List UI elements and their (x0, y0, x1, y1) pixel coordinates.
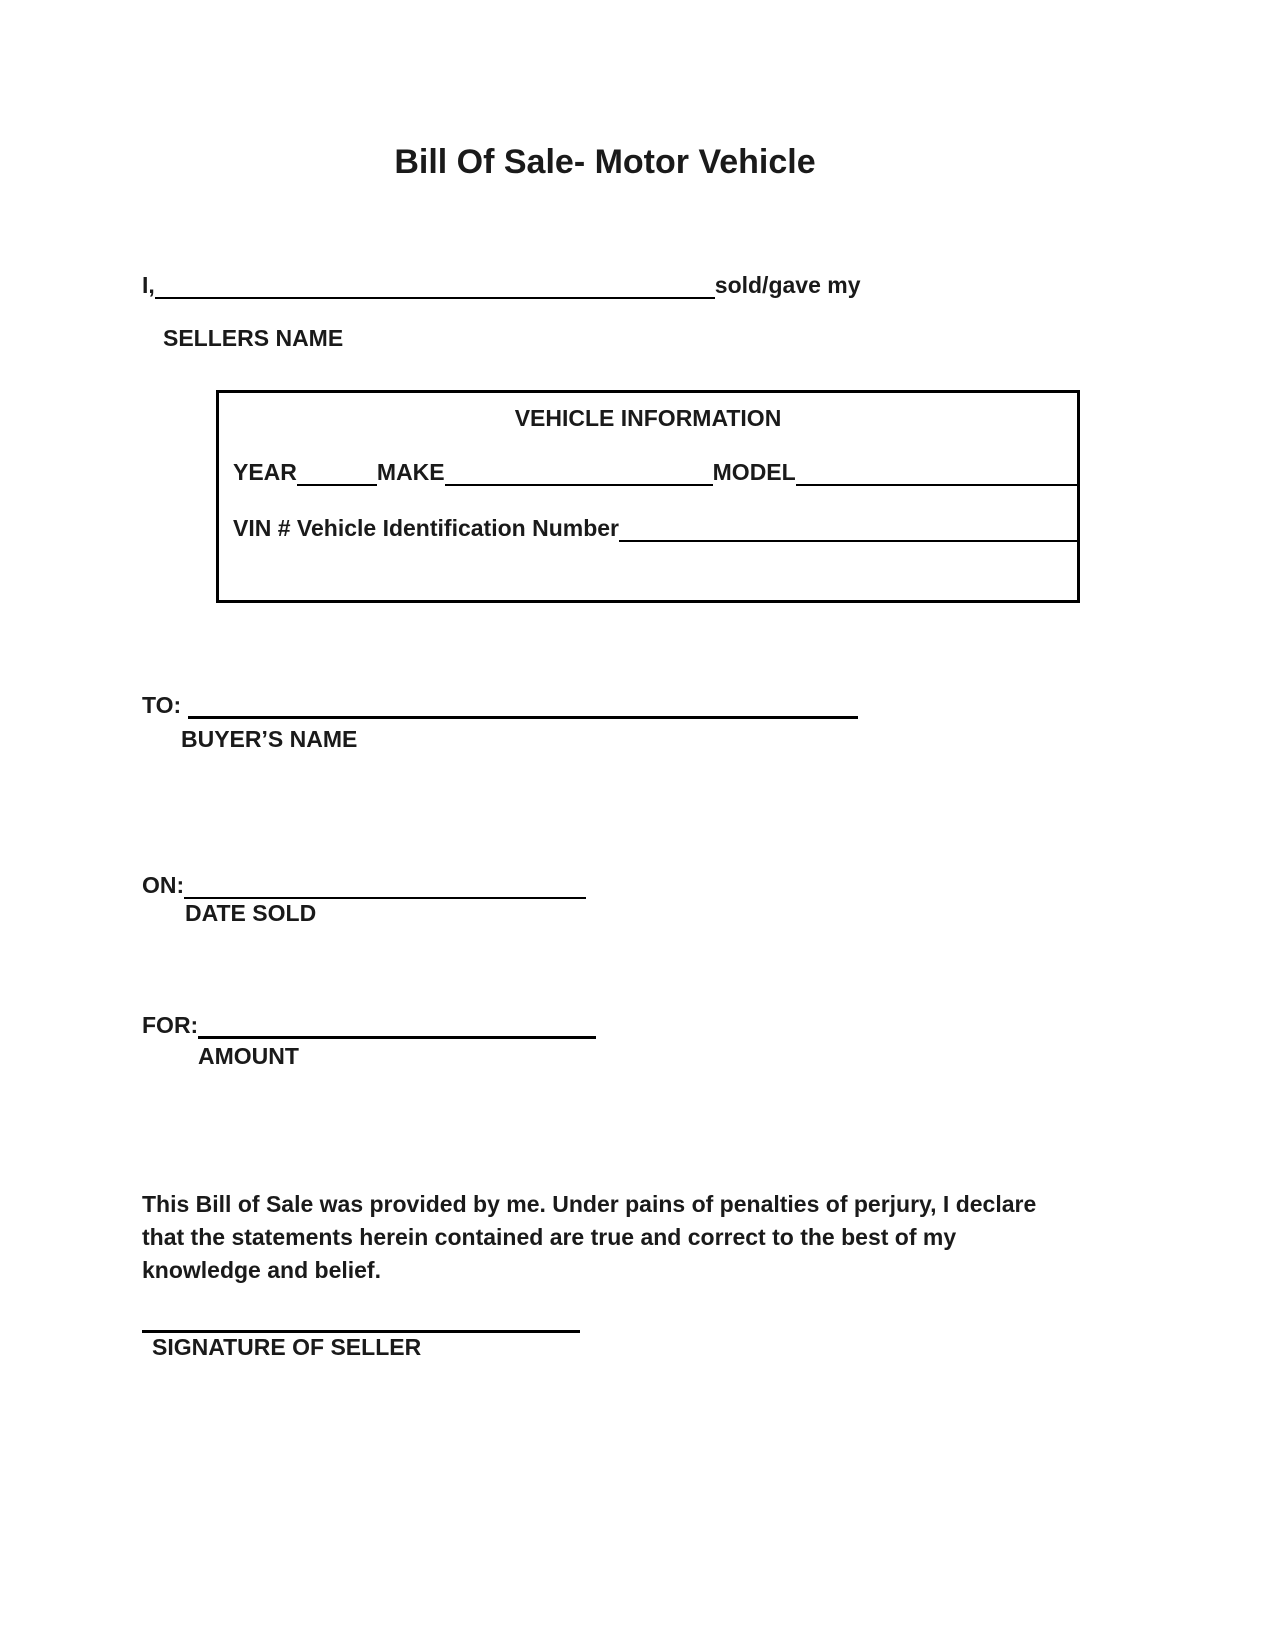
seller-name-caption: SELLERS NAME (163, 325, 344, 351)
vehicle-information-box (216, 390, 1080, 603)
buyer-name-field[interactable] (188, 694, 858, 719)
date-line (142, 872, 586, 899)
declaration-text: This Bill of Sale was provided by me. Under pains of penalties of perjury, I declare that the statements herein contained are true and correct to the best of my knowledge and belief. (142, 1191, 1037, 1283)
seller-signature-field[interactable] (142, 1318, 580, 1333)
year-field[interactable] (297, 462, 377, 486)
seller-line-suffix: sold/gave my (714, 272, 861, 298)
vehicle-box-heading: VEHICLE INFORMATION (514, 405, 782, 431)
seller-name-field[interactable] (155, 275, 715, 299)
seller-line (142, 272, 861, 299)
model-label: MODEL (712, 459, 796, 485)
make-label: MAKE (376, 459, 445, 485)
year-label: YEAR (233, 459, 297, 485)
page-title: Bill Of Sale- Motor Vehicle (394, 143, 816, 181)
vehicle-vin-row (233, 515, 1077, 542)
amount-line-prefix: FOR: (142, 1012, 199, 1038)
seller-line-prefix: I, (142, 272, 155, 298)
vehicle-ymm-row (233, 459, 1078, 486)
model-field[interactable] (796, 462, 1078, 486)
amount-field[interactable] (198, 1014, 596, 1039)
make-field[interactable] (445, 462, 713, 486)
vin-label: VIN # Vehicle Identification Number (233, 515, 619, 541)
date-sold-caption: DATE SOLD (185, 900, 317, 926)
signature-caption: SIGNATURE OF SELLER (152, 1334, 422, 1360)
date-line-prefix: ON: (142, 872, 185, 898)
buyer-name-caption: BUYER’S NAME (181, 726, 358, 752)
vin-field[interactable] (619, 518, 1077, 542)
amount-caption: AMOUNT (198, 1043, 299, 1069)
date-sold-field[interactable] (184, 875, 586, 899)
buyer-line (142, 692, 858, 719)
buyer-line-prefix: TO: (142, 692, 182, 718)
amount-line (142, 1012, 596, 1039)
